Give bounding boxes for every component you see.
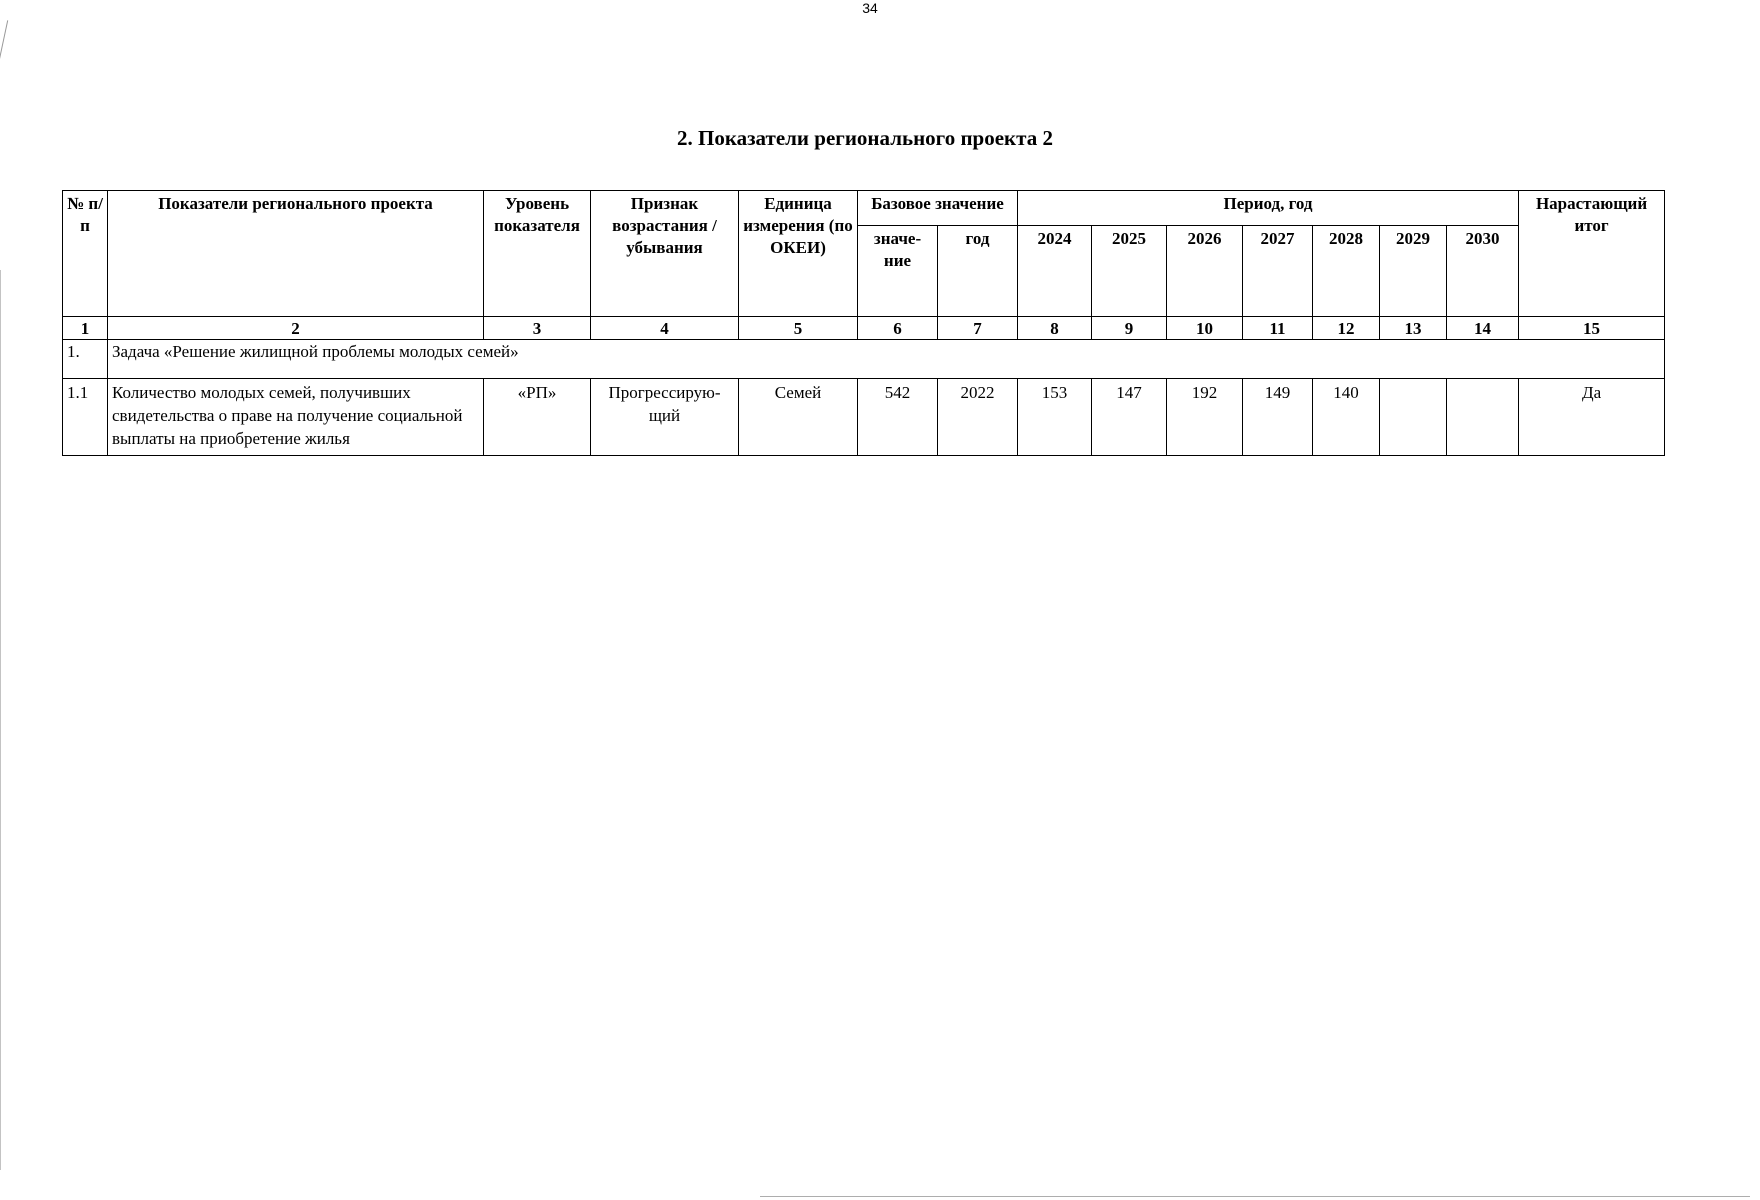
header-indicator: Показатели регионального проекта — [108, 191, 484, 317]
header-row-1 — [63, 191, 1665, 226]
header-sign: Признак возрастания / убывания — [591, 191, 739, 317]
header-year: 2029 — [1380, 226, 1447, 317]
header-base-year: год — [938, 226, 1018, 317]
column-number-row — [63, 317, 1665, 340]
header-level: Уровень показателя — [484, 191, 591, 317]
header-period: Период, год — [1018, 191, 1519, 226]
column-number: 11 — [1243, 317, 1313, 340]
header-num: № п/п — [63, 191, 108, 317]
column-number: 13 — [1380, 317, 1447, 340]
column-number: 8 — [1018, 317, 1092, 340]
row-value-2024: 153 — [1018, 379, 1092, 456]
header-base: Базовое значение — [858, 191, 1018, 226]
task-row — [63, 340, 1665, 379]
row-value-2028: 140 — [1313, 379, 1380, 456]
column-number: 15 — [1519, 317, 1665, 340]
row-value-2025: 147 — [1092, 379, 1167, 456]
column-number: 9 — [1092, 317, 1167, 340]
column-number: 2 — [108, 317, 484, 340]
header-year: 2028 — [1313, 226, 1380, 317]
indicators-table — [62, 190, 1665, 456]
header-year: 2026 — [1167, 226, 1243, 317]
scan-bottom-line — [760, 1196, 1750, 1197]
column-number: 12 — [1313, 317, 1380, 340]
row-value-2030 — [1447, 379, 1519, 456]
page-title: 2. Показатели регионального проекта 2 — [677, 126, 1053, 150]
column-number: 4 — [591, 317, 739, 340]
column-number: 10 — [1167, 317, 1243, 340]
row-cumulative: Да — [1519, 379, 1665, 456]
row-value-2029 — [1380, 379, 1447, 456]
header-year: 2030 — [1447, 226, 1519, 317]
row-num: 1.1 — [63, 379, 108, 456]
column-number: 5 — [739, 317, 858, 340]
header-year: 2025 — [1092, 226, 1167, 317]
task-num: 1. — [63, 340, 108, 379]
row-sign: Прогрессирую-щий — [591, 379, 739, 456]
table-row — [63, 379, 1665, 456]
row-value-2027: 149 — [1243, 379, 1313, 456]
header-unit: Единица измерения (по ОКЕИ) — [739, 191, 858, 317]
column-number: 6 — [858, 317, 938, 340]
header-year: 2027 — [1243, 226, 1313, 317]
header-base-value: значе-ние — [858, 226, 938, 317]
page-number: 34 — [862, 0, 878, 16]
row-base-value: 542 — [858, 379, 938, 456]
header-cumulative: Нарастающий итог — [1519, 191, 1665, 317]
column-number: 7 — [938, 317, 1018, 340]
task-text: Задача «Решение жилищной проблемы молодых семей» — [108, 340, 1665, 379]
scan-mark — [0, 20, 10, 70]
column-number: 14 — [1447, 317, 1519, 340]
row-unit: Семей — [739, 379, 858, 456]
column-number: 1 — [63, 317, 108, 340]
row-level: «РП» — [484, 379, 591, 456]
row-base-year: 2022 — [938, 379, 1018, 456]
header-year: 2024 — [1018, 226, 1092, 317]
scan-edge-line — [0, 270, 1, 1170]
column-number: 3 — [484, 317, 591, 340]
row-indicator: Количество молодых семей, получивших свидетельства о праве на получение социальной выплаты на приобретение жилья — [108, 379, 484, 456]
row-value-2026: 192 — [1167, 379, 1243, 456]
